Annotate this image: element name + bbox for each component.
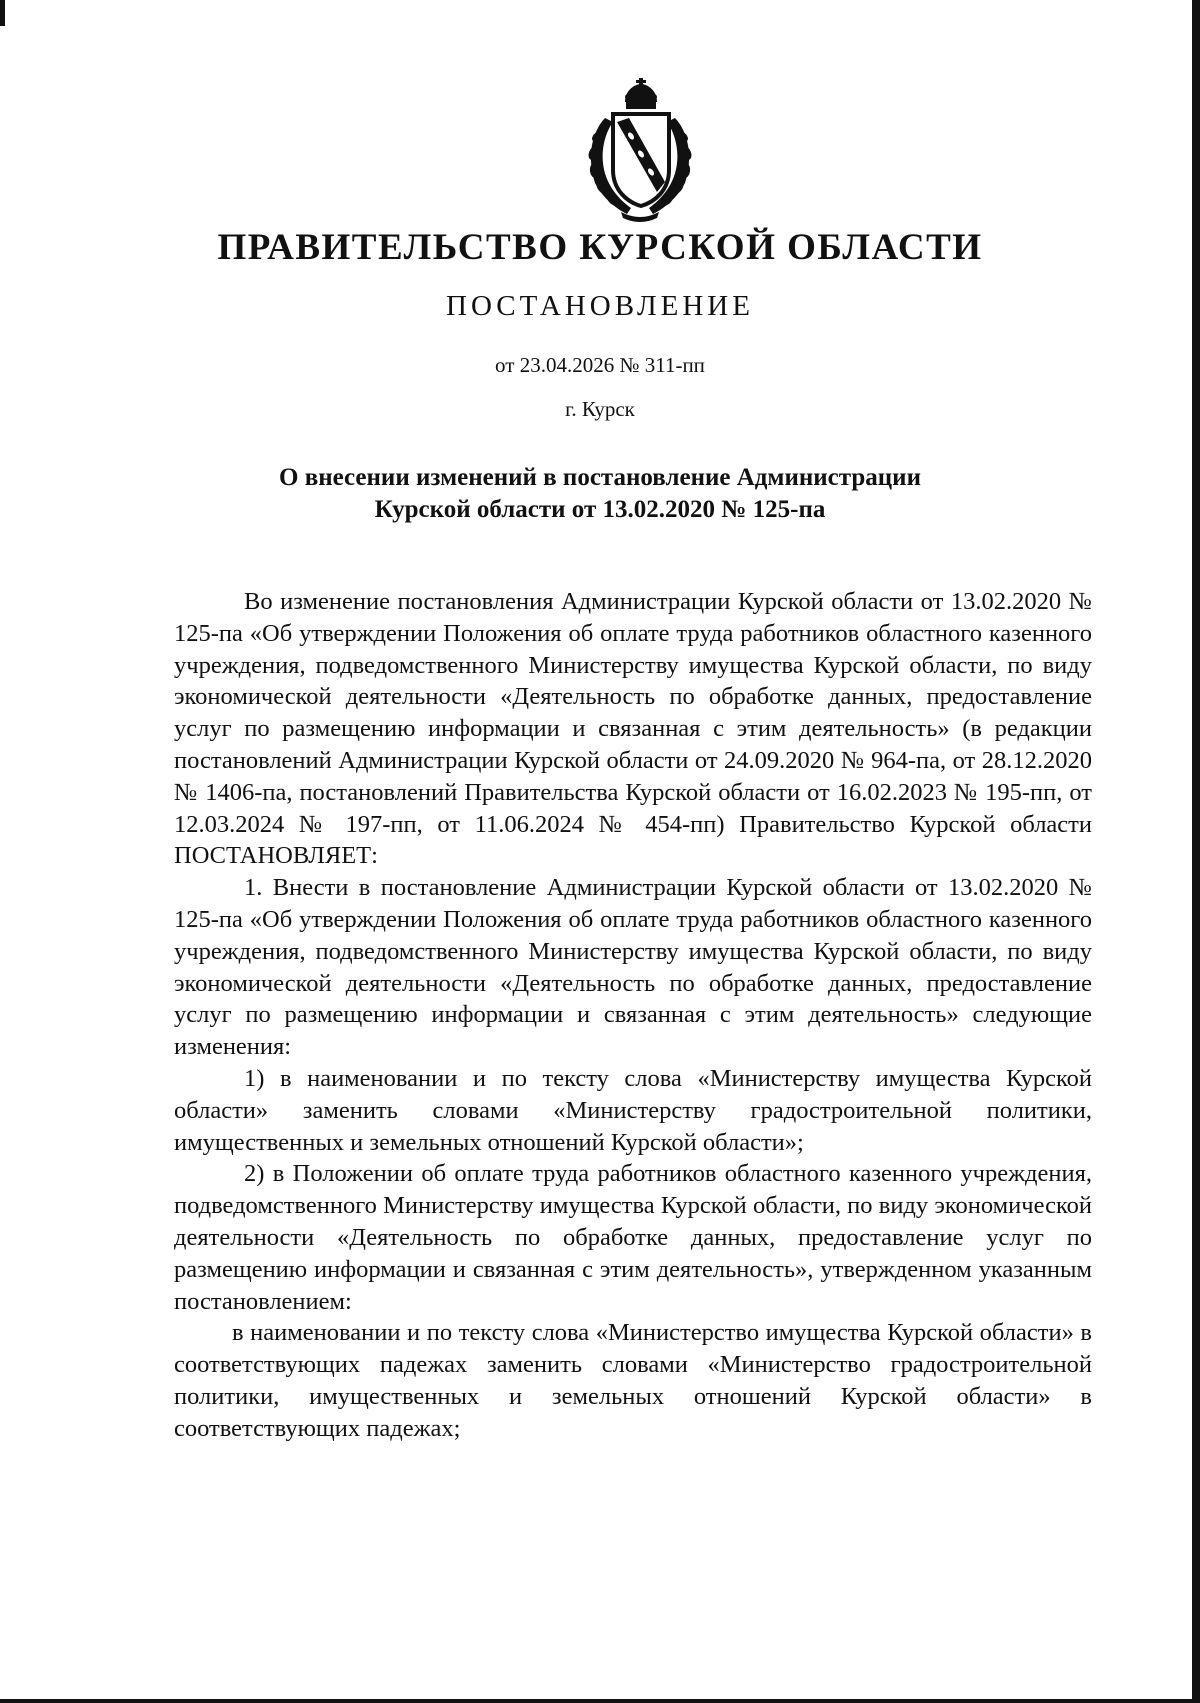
document-subject	[0, 462, 1200, 526]
kursk-region-coat-of-arms-icon	[565, 78, 715, 223]
document-type: ПОСТАНОВЛЕНИЕ	[446, 290, 754, 322]
government-title: ПРАВИТЕЛЬСТВО КУРСКОЙ ОБЛАСТИ	[217, 227, 983, 268]
body-paragraph-subitem-2: 2) в Положении об оплате труда работников областного казенного учреждения, подведомственного Министерству имущества Курской области, по виду экономической деятельности «Деятельность по обработке данных, предоставление услуг по размещению информации и связанная с этим деятельность», утвержденном указанным постановлением:	[174, 1160, 1092, 1315]
body-paragraph-subitem-1: 1) в наименовании и по тексту слова «Министерству имущества Курской области» заменить словами «Министерству градостроительной политики, имущественных и земельных отношений Курской области»;	[174, 1064, 1092, 1156]
body-paragraph-preamble: Во изменение постановления Администрации Курской области от 13.02.2020 № 125-па «Об утверждении Положения об оплате труда работников областного казенного учреждения, подведомственного Министерству имущества Курской области, по виду экономической деятельности «Деятельность по обработке данных, предоставление услуг по размещению информации и связанная с этим деятельность» (в редакции постановлений Администрации Курской области от 24.09.2020 № 964-па, от 28.12.2020 № 1406-па, постановлений Правительства Курской области от 16.02.2023 № 195-пп, от 12.03.2024 № 197-пп, от 11.06.2024 № 454-пп) Правительство Курской области ПОСТАНОВЛЯЕТ:	[174, 588, 1092, 870]
scan-corner-mark	[0, 0, 5, 26]
subject-line-2: Курской области от 13.02.2020 № 125-па	[374, 496, 826, 523]
body-paragraph-subitem-2-detail: в наименовании и по тексту слова «Министерство имущества Курской области» в соответствующих падежах заменить словами «Министерство градостроительной политики, имущественных и земельных отношений Курской области» в соответствующих падежах;	[174, 1319, 1092, 1442]
subject-line-1: О внесении изменений в постановление Администрации	[279, 464, 921, 491]
document-date-number: от 23.04.2026 № 311-пп	[495, 353, 705, 377]
scan-edge-bottom	[0, 1699, 1200, 1703]
document-body	[174, 586, 1092, 1445]
body-paragraph-item-1: 1. Внести в постановление Администрации Курской области от 13.02.2020 № 125-па «Об утверждении Положения об оплате труда работников областного казенного учреждения, подведомственного Министерству имущества Курской области, по виду экономической деятельности «Деятельность по обработке данных, предоставление услуг по размещению информации и связанная с этим деятельность» следующие изменения:	[174, 874, 1092, 1061]
document-city: г. Курск	[565, 397, 635, 421]
